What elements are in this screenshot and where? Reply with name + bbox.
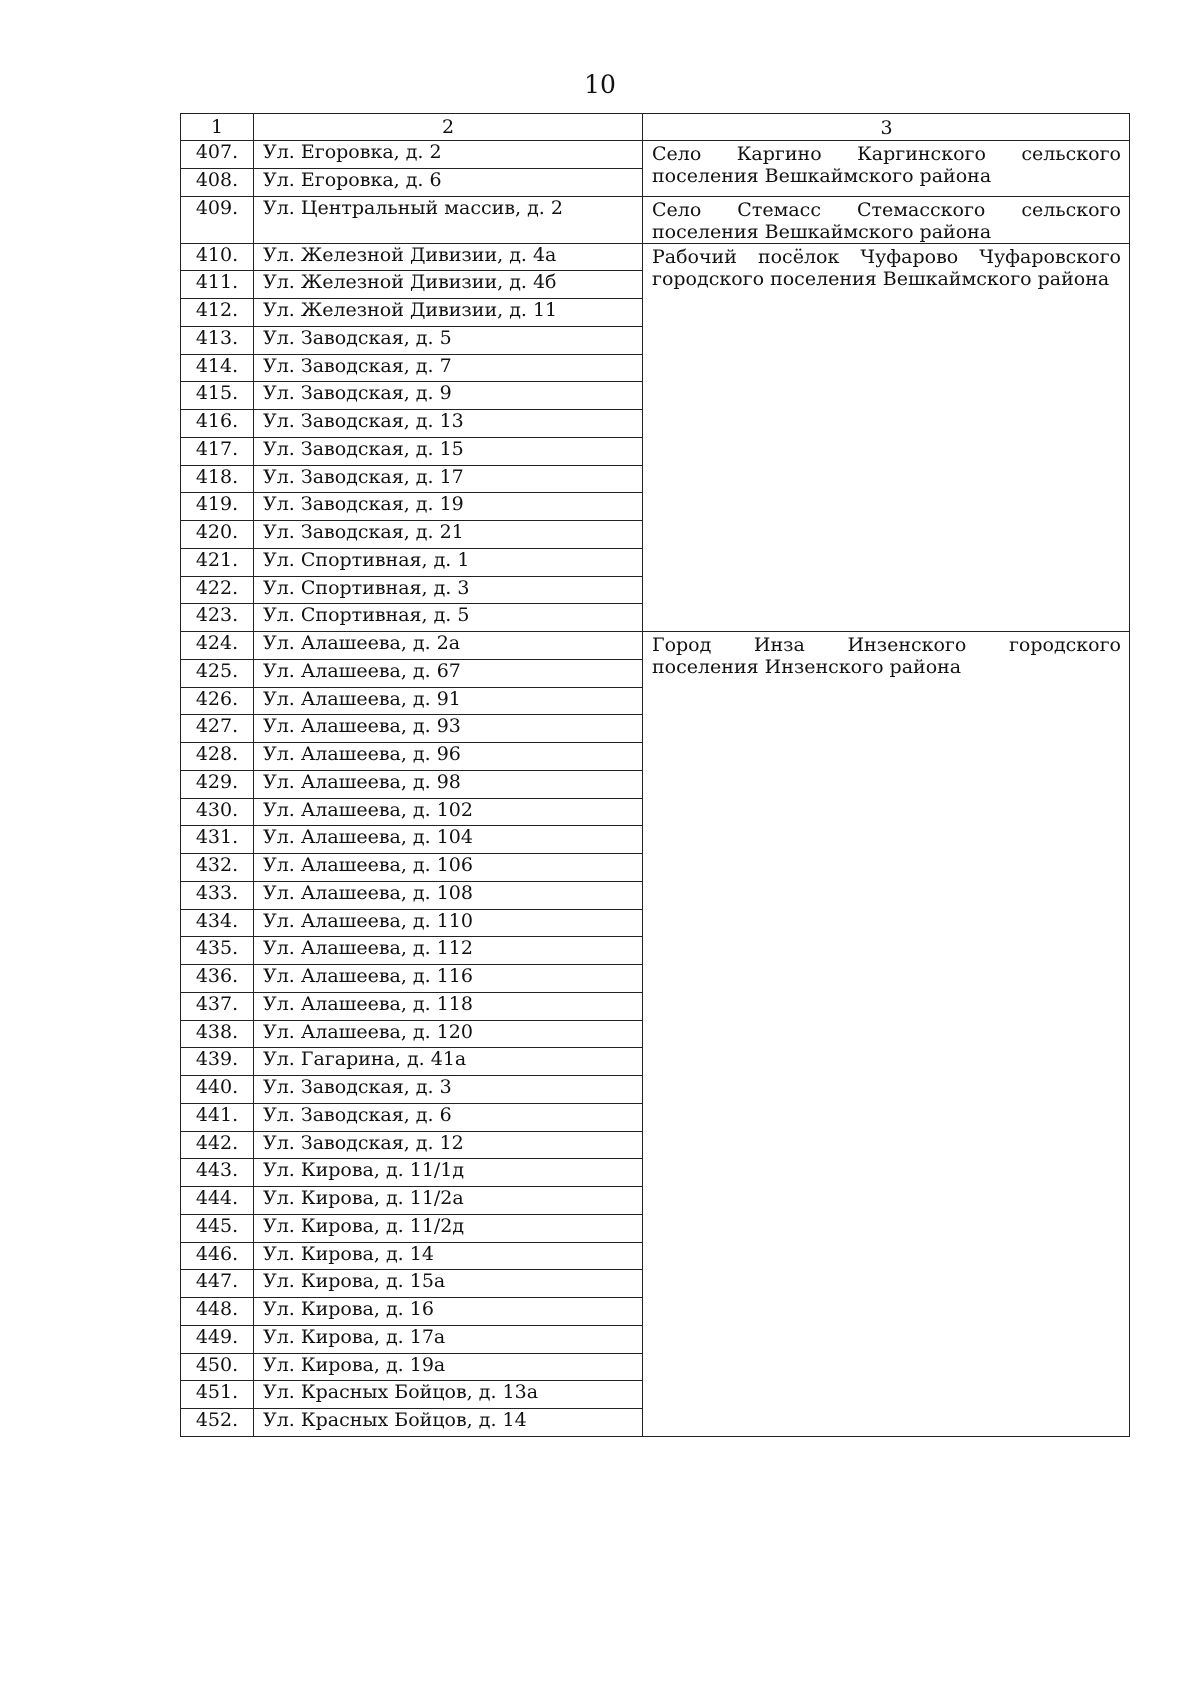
row-number: 425. — [181, 659, 254, 687]
row-address: Ул. Гагарина, д. 41а — [254, 1048, 643, 1076]
row-number: 446. — [181, 1242, 254, 1270]
row-address: Ул. Железной Дивизии, д. 11 — [254, 299, 643, 327]
row-address: Ул. Заводская, д. 6 — [254, 1103, 643, 1131]
row-address: Ул. Алашеева, д. 120 — [254, 1020, 643, 1048]
row-number: 450. — [181, 1353, 254, 1381]
row-number: 414. — [181, 354, 254, 382]
row-address: Ул. Егоровка, д. 2 — [254, 141, 643, 169]
row-number: 409. — [181, 196, 254, 243]
row-address: Ул. Заводская, д. 7 — [254, 354, 643, 382]
row-number: 451. — [181, 1381, 254, 1409]
row-number: 452. — [181, 1409, 254, 1437]
table-row — [181, 196, 1130, 243]
row-address: Ул. Железной Дивизии, д. 4б — [254, 271, 643, 299]
row-address: Ул. Спортивная, д. 3 — [254, 576, 643, 604]
table-body — [181, 114, 1130, 1437]
row-address: Ул. Спортивная, д. 1 — [254, 548, 643, 576]
row-address: Ул. Заводская, д. 9 — [254, 382, 643, 410]
locality-cell: Город Инза Инзенского городского поселения Инзенского района — [643, 632, 1130, 1437]
row-address: Ул. Кирова, д. 11/2д — [254, 1214, 643, 1242]
row-number: 428. — [181, 743, 254, 771]
row-number: 436. — [181, 965, 254, 993]
page-number: 10 — [584, 70, 616, 99]
row-number: 448. — [181, 1298, 254, 1326]
row-address: Ул. Алашеева, д. 67 — [254, 659, 643, 687]
row-number: 447. — [181, 1270, 254, 1298]
row-number: 438. — [181, 1020, 254, 1048]
row-address: Ул. Красных Бойцов, д. 14 — [254, 1409, 643, 1437]
row-number: 435. — [181, 937, 254, 965]
row-number: 434. — [181, 909, 254, 937]
row-number: 431. — [181, 826, 254, 854]
row-number: 427. — [181, 715, 254, 743]
row-address: Ул. Заводская, д. 12 — [254, 1131, 643, 1159]
row-number: 413. — [181, 326, 254, 354]
row-number: 426. — [181, 687, 254, 715]
row-number: 419. — [181, 493, 254, 521]
row-address: Ул. Красных Бойцов, д. 13а — [254, 1381, 643, 1409]
row-address: Ул. Алашеева, д. 96 — [254, 743, 643, 771]
row-number: 424. — [181, 632, 254, 660]
row-number: 442. — [181, 1131, 254, 1159]
row-address: Ул. Заводская, д. 13 — [254, 410, 643, 438]
row-address: Ул. Заводская, д. 5 — [254, 326, 643, 354]
row-address: Ул. Кирова, д. 11/2а — [254, 1187, 643, 1215]
row-number: 412. — [181, 299, 254, 327]
row-number: 443. — [181, 1159, 254, 1187]
row-address: Ул. Заводская, д. 17 — [254, 465, 643, 493]
row-number: 444. — [181, 1187, 254, 1215]
row-address: Ул. Алашеева, д. 104 — [254, 826, 643, 854]
row-number: 416. — [181, 410, 254, 438]
row-address: Ул. Кирова, д. 17а — [254, 1325, 643, 1353]
header-col-3: 3 — [643, 114, 1130, 141]
row-number: 449. — [181, 1325, 254, 1353]
row-address: Ул. Заводская, д. 19 — [254, 493, 643, 521]
row-address: Ул. Алашеева, д. 112 — [254, 937, 643, 965]
row-address: Ул. Алашеева, д. 102 — [254, 798, 643, 826]
row-number: 429. — [181, 770, 254, 798]
row-number: 420. — [181, 521, 254, 549]
header-col-2: 2 — [254, 114, 643, 141]
row-address: Ул. Алашеева, д. 108 — [254, 881, 643, 909]
row-address: Ул. Заводская, д. 15 — [254, 437, 643, 465]
row-number: 441. — [181, 1103, 254, 1131]
row-number: 422. — [181, 576, 254, 604]
row-address: Ул. Кирова, д. 15а — [254, 1270, 643, 1298]
row-number: 423. — [181, 604, 254, 632]
row-number: 417. — [181, 437, 254, 465]
locality-cell: Село Каргино Каргинского сельского поселения Вешкаймского района — [643, 141, 1130, 197]
table-row — [181, 243, 1130, 271]
row-address: Ул. Алашеева, д. 118 — [254, 992, 643, 1020]
table-header-row — [181, 114, 1130, 141]
row-address: Ул. Заводская, д. 21 — [254, 521, 643, 549]
row-address: Ул. Алашеева, д. 2а — [254, 632, 643, 660]
address-table — [180, 113, 1130, 1437]
row-address: Ул. Центральный массив, д. 2 — [254, 196, 643, 243]
row-address: Ул. Алашеева, д. 93 — [254, 715, 643, 743]
row-address: Ул. Железной Дивизии, д. 4а — [254, 243, 643, 271]
row-address: Ул. Кирова, д. 19а — [254, 1353, 643, 1381]
row-number: 410. — [181, 243, 254, 271]
locality-cell: Рабочий посёлок Чуфарово Чуфаровского городского поселения Вешкаймского района — [643, 243, 1130, 632]
row-address: Ул. Спортивная, д. 5 — [254, 604, 643, 632]
row-number: 445. — [181, 1214, 254, 1242]
row-address: Ул. Егоровка, д. 6 — [254, 168, 643, 196]
row-address: Ул. Кирова, д. 11/1д — [254, 1159, 643, 1187]
row-address: Ул. Кирова, д. 14 — [254, 1242, 643, 1270]
row-number: 421. — [181, 548, 254, 576]
table-row — [181, 141, 1130, 169]
row-address: Ул. Алашеева, д. 106 — [254, 854, 643, 882]
row-address: Ул. Алашеева, д. 98 — [254, 770, 643, 798]
row-number: 407. — [181, 141, 254, 169]
row-number: 437. — [181, 992, 254, 1020]
row-address: Ул. Заводская, д. 3 — [254, 1076, 643, 1104]
row-number: 439. — [181, 1048, 254, 1076]
table-row — [181, 632, 1130, 660]
row-number: 440. — [181, 1076, 254, 1104]
row-number: 418. — [181, 465, 254, 493]
row-number: 411. — [181, 271, 254, 299]
row-number: 432. — [181, 854, 254, 882]
row-number: 408. — [181, 168, 254, 196]
row-address: Ул. Кирова, д. 16 — [254, 1298, 643, 1326]
row-address: Ул. Алашеева, д. 91 — [254, 687, 643, 715]
row-address: Ул. Алашеева, д. 110 — [254, 909, 643, 937]
locality-cell: Село Стемасс Стемасского сельского поселения Вешкаймского района — [643, 196, 1130, 243]
row-number: 430. — [181, 798, 254, 826]
row-number: 415. — [181, 382, 254, 410]
row-address: Ул. Алашеева, д. 116 — [254, 965, 643, 993]
header-col-1: 1 — [181, 114, 254, 141]
row-number: 433. — [181, 881, 254, 909]
